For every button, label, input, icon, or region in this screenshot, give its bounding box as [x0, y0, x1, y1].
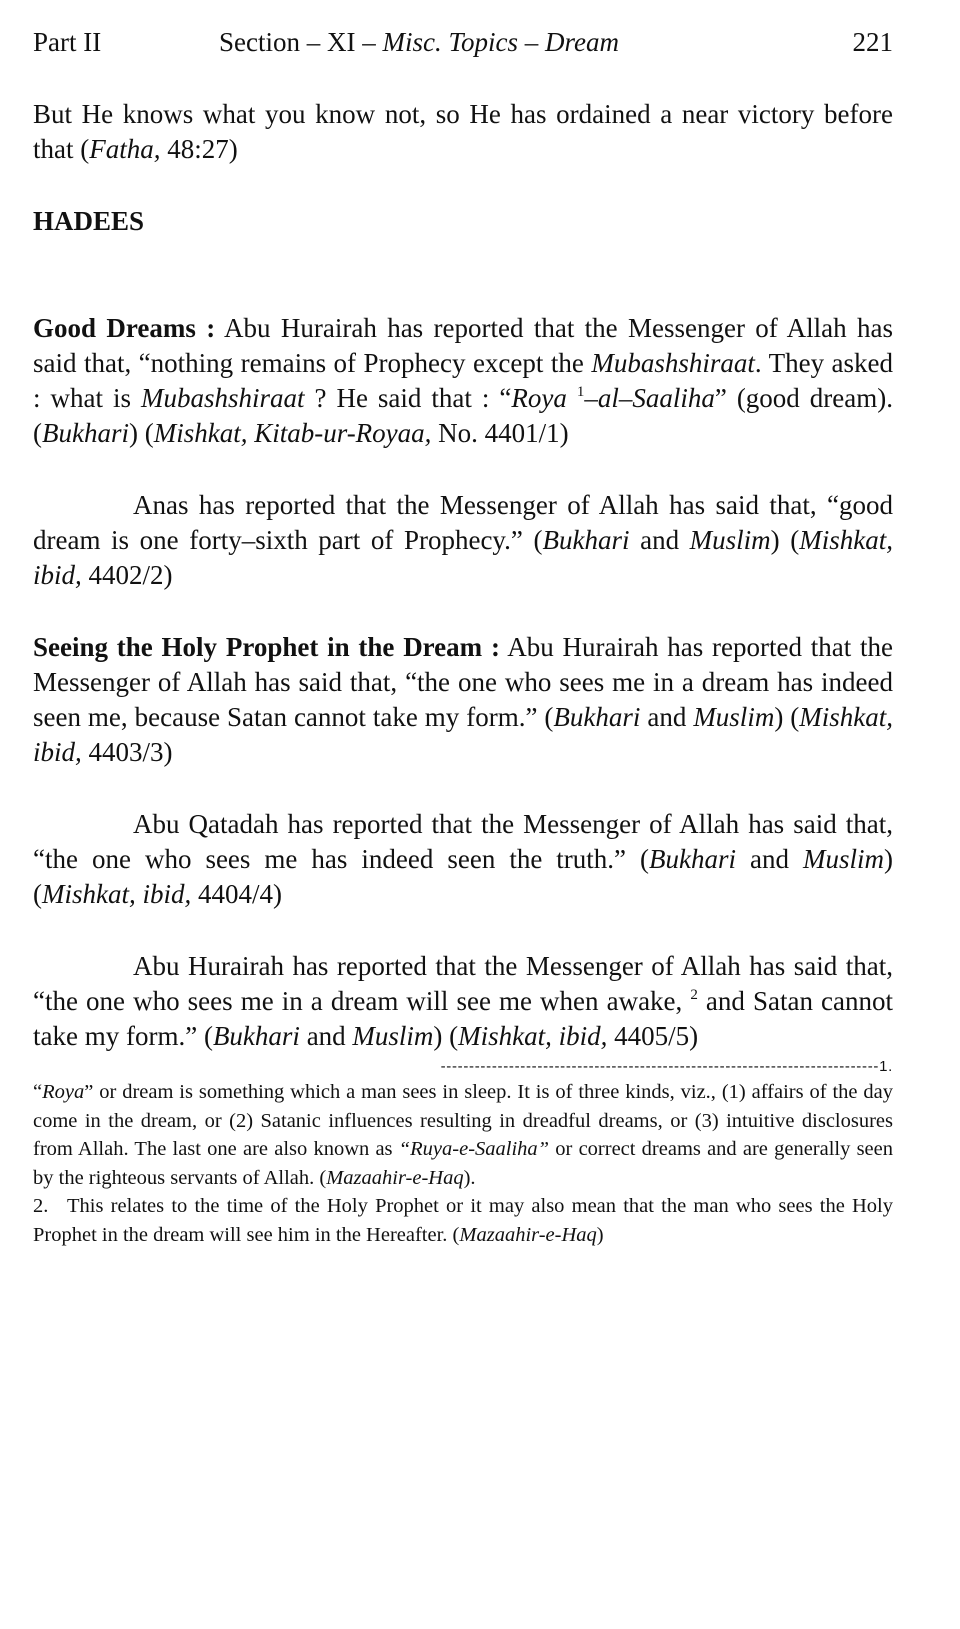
italic-run: Muslim: [693, 702, 775, 732]
header-section-label: Section – XI –: [219, 27, 383, 57]
hurairah-awake-paragraph: [33, 949, 893, 1054]
text-run: and: [640, 702, 694, 732]
text-run: ).: [463, 1166, 476, 1189]
italic-run: –al–Saaliha: [584, 383, 715, 413]
header-section: [219, 22, 619, 62]
section-heading: HADEES: [33, 206, 145, 236]
text-run: ): [596, 1223, 604, 1246]
seeing-prophet-label: Seeing the Holy Prophet in the Dream :: [33, 632, 500, 662]
italic-run: Bukhari: [542, 525, 630, 555]
good-dreams-paragraph: [33, 311, 893, 451]
italic-run: Mishkat, ibid,: [458, 1021, 608, 1051]
italic-run: Bukhari: [553, 702, 641, 732]
footnote-marker-1[interactable]: 1: [576, 384, 585, 400]
italic-run: Mishkat, ibid,: [33, 702, 893, 767]
running-header: [33, 22, 893, 62]
anas-paragraph: [33, 488, 893, 593]
italic-run: Roya: [42, 1081, 85, 1103]
text-run: Abu Qatadah has reported that the Messenger of Allah has said that, “the one who sees me has indeed seen the truth.” (: [33, 809, 893, 874]
text-run: ) (: [129, 418, 154, 448]
header-section-topic: Misc. Topics – Dream: [382, 27, 619, 57]
text-run: ) (: [433, 1021, 459, 1051]
text-run: No. 4401/1): [431, 418, 569, 448]
text-run: ) (: [770, 525, 800, 555]
qatadah-paragraph: [33, 807, 893, 912]
italic-run: “Ruya-e-Saaliha”: [398, 1138, 550, 1160]
footnote-2-number: 2.: [33, 1195, 49, 1217]
footnote-2: [33, 1192, 893, 1249]
text-run: ) (: [774, 702, 800, 732]
footnotes: [33, 1078, 893, 1249]
text-run: and: [736, 844, 804, 874]
footnote-1: [33, 1078, 893, 1192]
italic-run: Muslim: [352, 1021, 434, 1051]
text-run: Abu Hurairah has reported that the Messenger of Allah has said that, “nothing remains of Prophecy except the: [33, 313, 893, 378]
italic-run: Muslim: [689, 525, 771, 555]
italic-run: Mishkat, Kitab-ur-Royaa,: [153, 418, 432, 448]
intro-ref-tail: 48:27): [160, 134, 238, 164]
text-run: “: [33, 1081, 43, 1103]
text-run: 4404/4): [191, 879, 282, 909]
italic-run: Mishkat, ibid,: [42, 879, 192, 909]
text-run: ) (: [33, 844, 894, 909]
text-run: This relates to the time of the Holy Prophet or it may also mean that the man who sees the Holy Prophet in the dream will see him in the Hereafter. (: [33, 1195, 893, 1246]
text-run: Abu Hurairah has reported that the Messenger of Allah has said that, “the one who sees me in a dream will see me when awake,: [33, 951, 893, 1016]
header-part: Part II: [33, 27, 102, 57]
text-run: Anas has reported that the Messenger of Allah has said that, “good dream is one forty–sixth part of Prophecy.” (: [33, 490, 893, 555]
text-run: 4405/5): [607, 1021, 699, 1051]
text-run: ” (good dream). (: [33, 383, 893, 448]
italic-run: Bukhari: [42, 418, 129, 448]
page-body: [33, 97, 893, 1249]
good-dreams-label: Good Dreams :: [33, 313, 216, 343]
intro-paragraph: [33, 97, 893, 167]
text-run: . They asked : what is: [33, 348, 894, 413]
header-page-number: 221: [852, 27, 893, 57]
italic-run: Roya: [511, 383, 577, 413]
italic-run: Mubashshiraat: [140, 383, 305, 413]
italic-run: Mishkat, ibid,: [33, 525, 893, 590]
italic-run: Bukhari: [212, 1021, 300, 1051]
text-run: and: [299, 1021, 353, 1051]
intro-ref: Fatha,: [89, 134, 161, 164]
text-run: ? He said that : “: [304, 383, 512, 413]
text-run: and Satan cannot take my form.” (: [33, 986, 893, 1051]
italic-run: Mubashshiraat: [591, 348, 755, 378]
italic-run: Mazaahir-e-Haq: [326, 1166, 464, 1189]
italic-run: Bukhari: [649, 844, 737, 874]
italic-run: Muslim: [803, 844, 885, 874]
text-run: and: [629, 525, 690, 555]
text-run: 4402/2): [81, 560, 173, 590]
text-run: 4403/3): [81, 737, 173, 767]
intro-text: But He knows what you know not, so He has ordained a near victory before that (: [33, 99, 893, 164]
text-run: Abu Hurairah has reported that the Messenger of Allah has said that, “the one who sees me in a dream has indeed seen me, because Satan cannot take my form.” (: [33, 632, 893, 732]
text-run: ” or dream is something which a man sees in sleep. It is of three kinds, viz., (1) affairs of the day come in the dream, or (2) Satanic influences resulting in dreadful dreams, or (3) intuitive disclosures from Allah. The last one are also known as: [33, 1081, 893, 1160]
footnote-separator: -----------------------------------------------------------------------------1.: [440, 1058, 893, 1075]
text-run: or correct dreams and are generally seen by the righteous servants of Allah. (: [33, 1138, 894, 1189]
seeing-prophet-paragraph: [33, 630, 893, 770]
italic-run: Mazaahir-e-Haq: [459, 1223, 597, 1246]
footnote-marker-2[interactable]: 2: [690, 987, 698, 1003]
